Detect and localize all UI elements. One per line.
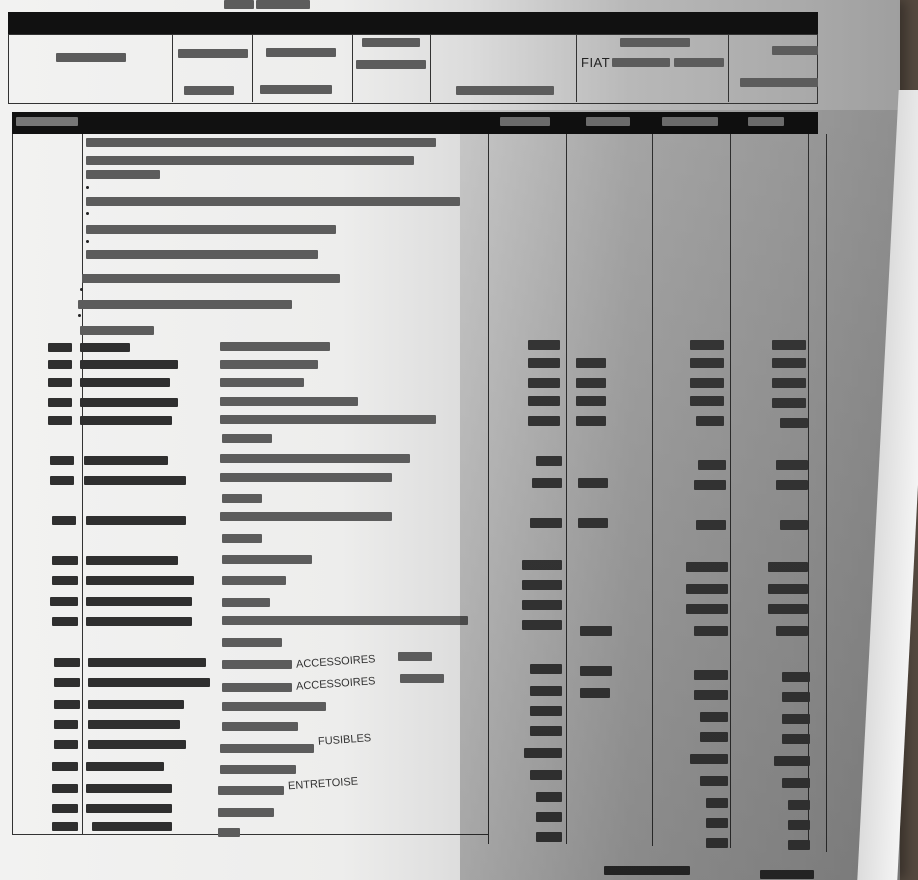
- brand-label: FIAT: [581, 55, 611, 70]
- header-divider: [172, 34, 173, 102]
- redacted-text: [48, 343, 72, 352]
- redacted-text: [220, 454, 410, 463]
- redacted-text: [84, 456, 168, 465]
- redacted-text: [86, 516, 186, 525]
- redacted-text: [88, 678, 210, 687]
- redacted-text: [48, 398, 72, 407]
- table-border-left: [12, 134, 13, 834]
- redacted-text: [82, 274, 340, 283]
- redacted-text: [220, 397, 358, 406]
- redacted-text: [86, 784, 172, 793]
- redacted-text: [52, 784, 78, 793]
- redacted-text: [222, 494, 262, 503]
- redacted-text: [674, 58, 724, 67]
- header-divider: [352, 34, 353, 102]
- line-fragment: ACCESSOIRES: [295, 675, 376, 693]
- bullet: [86, 186, 89, 189]
- table-border-bottom: [12, 834, 488, 835]
- redacted-text: [86, 617, 192, 626]
- redacted-text: [54, 740, 78, 749]
- redacted-text: [620, 38, 690, 47]
- redacted-text: [80, 326, 154, 335]
- redacted-text: [218, 786, 284, 795]
- redacted-text: [56, 53, 126, 62]
- redacted-text: [772, 46, 818, 55]
- redacted-text: [86, 762, 164, 771]
- redacted-text: [220, 765, 296, 774]
- bullet: [86, 240, 89, 243]
- redacted-text: [80, 343, 130, 352]
- redacted-text: [52, 804, 78, 813]
- redacted-text: [88, 720, 180, 729]
- redacted-text: [266, 48, 336, 57]
- redacted-text: [86, 138, 436, 147]
- redacted-text: [178, 49, 248, 58]
- redacted-text: [52, 516, 76, 525]
- redacted-text: [54, 678, 80, 687]
- redacted-text: [48, 416, 72, 425]
- redacted-text: [86, 597, 192, 606]
- redacted-text: [222, 660, 292, 669]
- redacted-text: [222, 683, 292, 692]
- redacted-text: [80, 378, 170, 387]
- photo-shadow: [460, 110, 900, 880]
- redacted-text: [400, 674, 444, 683]
- redacted-text: [50, 476, 74, 485]
- redacted-text: [224, 0, 254, 9]
- redacted-text: [456, 86, 554, 95]
- redacted-text: [222, 576, 286, 585]
- redacted-text: [86, 225, 336, 234]
- redacted-text: [78, 300, 292, 309]
- redacted-text: [222, 555, 312, 564]
- redacted-text: [218, 808, 274, 817]
- redacted-text: [220, 512, 392, 521]
- redacted-text: [54, 720, 78, 729]
- redacted-text: [80, 360, 178, 369]
- redacted-text: [54, 658, 80, 667]
- redacted-text: [220, 342, 330, 351]
- bullet: [78, 314, 81, 317]
- redacted-text: [86, 197, 460, 206]
- redacted-text: [80, 416, 172, 425]
- redacted-text: [222, 598, 270, 607]
- redacted-text: [222, 616, 468, 625]
- table-column-divider: [82, 134, 83, 834]
- redacted-text: [260, 85, 332, 94]
- redacted-text: [222, 638, 282, 647]
- redacted-text: [16, 117, 78, 126]
- redacted-text: [222, 702, 326, 711]
- redacted-text: [220, 744, 314, 753]
- redacted-text: [80, 398, 178, 407]
- redacted-text: [218, 828, 240, 837]
- header-divider: [252, 34, 253, 102]
- redacted-text: [86, 576, 194, 585]
- header-divider: [430, 34, 431, 102]
- redacted-text: [222, 534, 262, 543]
- redacted-text: [740, 78, 818, 87]
- redacted-text: [92, 822, 172, 831]
- redacted-text: [220, 378, 304, 387]
- redacted-text: [86, 250, 318, 259]
- redacted-text: [222, 434, 272, 443]
- redacted-text: [356, 60, 426, 69]
- line-fragment: ENTRETOISE: [287, 775, 359, 793]
- redacted-text: [184, 86, 234, 95]
- redacted-text: [86, 804, 172, 813]
- redacted-text: [84, 476, 186, 485]
- redacted-text: [88, 740, 186, 749]
- redacted-text: [52, 617, 78, 626]
- redacted-text: [50, 456, 74, 465]
- redacted-text: [362, 38, 420, 47]
- redacted-text: [52, 576, 78, 585]
- redacted-text: [222, 722, 298, 731]
- redacted-text: [88, 658, 206, 667]
- line-fragment: FUSIBLES: [317, 732, 372, 748]
- redacted-text: [48, 360, 72, 369]
- redacted-text: [50, 597, 78, 606]
- redacted-text: [52, 822, 78, 831]
- redacted-text: [86, 156, 414, 165]
- redacted-text: [612, 58, 670, 67]
- redacted-text: [54, 700, 80, 709]
- header-black-bar: [8, 12, 818, 34]
- redacted-text: [88, 700, 184, 709]
- redacted-text: [52, 762, 78, 771]
- redacted-text: [86, 556, 178, 565]
- redacted-text: [220, 473, 392, 482]
- redacted-text: [220, 360, 318, 369]
- redacted-text: [398, 652, 432, 661]
- redacted-text: [52, 556, 78, 565]
- bullet: [86, 212, 89, 215]
- header-divider: [576, 34, 577, 102]
- redacted-text: [220, 415, 436, 424]
- bullet: [80, 288, 83, 291]
- redacted-text: [48, 378, 72, 387]
- header-divider: [728, 34, 729, 102]
- line-fragment: ACCESSOIRES: [295, 653, 376, 671]
- redacted-text: [86, 170, 160, 179]
- redacted-text: [256, 0, 310, 9]
